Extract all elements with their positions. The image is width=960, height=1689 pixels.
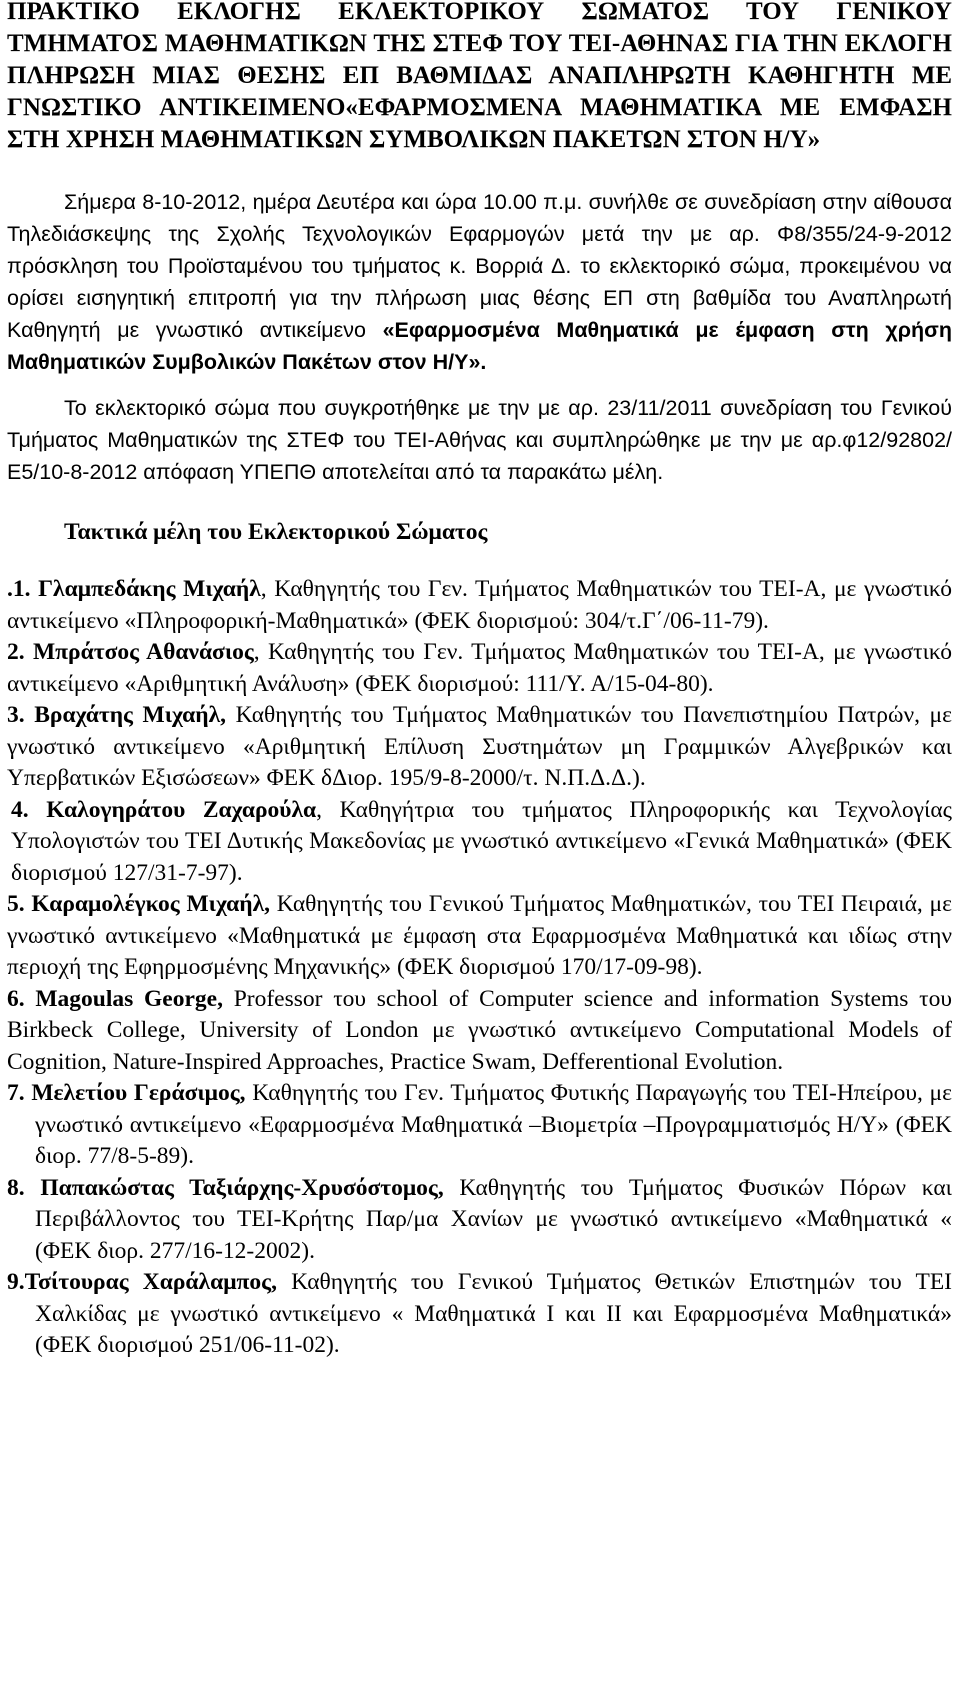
member-number: 2. <box>7 639 25 665</box>
member-details: Καθηγητής του Γενικού Τμήματος Μαθηματικών, του ΤΕΙ Πειραιά, με γνωστικό αντικείμενο «Μαθηματικά με έμφαση στα Εφαρμοσμένα Μαθηματικά και ιδίως στην περιοχή της Εφηρμοσμένης Μηχανικής» (ΦΕΚ διορισμού 170/17-09-98). <box>7 891 952 980</box>
member-number: 6. <box>7 985 25 1012</box>
member-details: Καθηγητής του Γεν. Τμήματος Φυτικής Παραγωγής του ΤΕΙ-Ηπείρου, με γνωστικό αντικείμενο «Εφαρμοσμένα Μαθηματικά –Βιομετρία –Προγραμματισμός Η/Υ» (ΦΕΚ διορ. 77/8-5-89). <box>35 1080 953 1169</box>
member-number: 5. <box>7 891 25 917</box>
member-details: , Καθηγητής του Γεν. Τμήματος Μαθηματικών του ΤΕΙ-Α, με γνωστικό αντικείμενο «Αριθμητική Ανάλυση» (ΦΕΚ διορισμού: 111/Υ. Α/15-04-80). <box>7 639 952 697</box>
member-name: Μελετίου Γεράσιμος, <box>31 1080 246 1106</box>
member-details: Καθηγητής του Τμήματος Μαθηματικών του Πανεπιστημίου Πατρών, με γνωστικό αντικείμενο «Αριθμητική Επίλυση Συστημάτων μη Γραμμικών Αλγεβρικών και Υπερβατικών Εξισώσεων» ΦΕΚ δΔιορ. 195/9-8-2000/τ. Ν.Π.Δ.Δ.). <box>7 702 953 791</box>
member-details: Professor του school of Computer science and information Systems του Birkbeck College, University of London με γνωστικό αντικείμενο Computational Models of Cognition, Nature-Inspired Approaches, Practice Swam, Defferentional Evolution. <box>7 985 953 1075</box>
member-details: Καθηγητής του Γενικού Τμήματος Θετικών Επιστημών του ΤΕΙ Χαλκίδας με γνωστικό αντικείμενο « Μαθηματικά Ι και ΙΙ και Εφαρμοσμένα Μαθηματικά» (ΦΕΚ διορισμού 251/06-11-02). <box>35 1269 952 1358</box>
member-name: Magoulas George, <box>35 985 223 1012</box>
composition-paragraph: Το εκλεκτορικό σώμα που συγκροτήθηκε με την με αρ. 23/11/2011 συνεδρίαση του Γενικού Τμήματος Μαθηματικών της ΣΤΕΦ του ΤΕΙ-Αθήνας και συμπληρώθηκε με την με αρ.φ12/92802/Ε5/10-8-2012 απόφαση ΥΠΕΠΘ αποτελείται από τα παρακάτω μέλη. <box>7 396 952 484</box>
member-item <box>7 574 952 637</box>
member-number: 8. <box>7 1174 25 1201</box>
member-details: , Καθηγητής του Γεν. Τμήματος Μαθηματικών του ΤΕΙ-Α, με γνωστικό αντικείμενο «Πληροφορική-Μαθηματικά» (ΦΕΚ διορισμού: 304/τ.Γ΄/06-11-79). <box>7 576 952 634</box>
member-name: Γλαμπεδάκης Μιχαήλ <box>38 576 261 602</box>
member-item <box>7 637 952 700</box>
member-item <box>7 1078 952 1173</box>
member-name: Καραμολέγκος Μιχαήλ, <box>31 891 270 917</box>
intro-paragraph <box>7 186 952 378</box>
member-details: Καθηγητής του Τμήματος Φυσικών Πόρων και Περιβάλλοντος του ΤΕΙ-Κρήτης Παρ/μα Χανίων με γνωστικό αντικείμενο «Μαθηματικά « (ΦΕΚ διορ. 277/16-12-2002). <box>35 1174 952 1264</box>
member-item <box>7 1267 952 1362</box>
intro-subject: «Εφαρμοσμένα Μαθηματικά με έμφαση στη χρήση Μαθηματικών Συμβολικών Πακέτων στον Η/Υ». <box>7 318 952 374</box>
member-item <box>7 1173 952 1268</box>
member-details: , Καθηγήτρια του τμήματος Πληροφορικής και Τεχνολογίας Υπολογιστών του ΤΕΙ Δυτικής Μακεδονίας με γνωστικό αντικείμενο «Γενικά Μαθηματικά» (ΦΕΚ διορισμού 127/31-7-97). <box>11 796 952 886</box>
document-title: ΠΡΑΚΤΙΚΟ ΕΚΛΟΓΗΣ ΕΚΛΕΚΤΟΡΙΚΟΥ ΣΩΜΑΤΟΣ ΤΟΥ ΓΕΝΙΚΟΥ ΤΜΗΜΑΤΟΣ ΜΑΘΗΜΑΤΙΚΩΝ ΤΗΣ ΣΤΕΦ ΤΟΥ ΤΕΙ-ΑΘΗΝΑΣ ΓΙΑ ΤΗΝ ΕΚΛΟΓΗ ΠΛΗΡΩΣΗ ΜΙΑΣ ΘΕΣΗΣ ΕΠ ΒΑΘΜΙΔΑΣ ΑΝΑΠΛΗΡΩΤΗ ΚΑΘΗΓΗΤΗ ΜΕ ΓΝΩΣΤΙΚΟ ΑΝΤΙΚΕΙΜΕΝΟ«ΕΦΑΡΜΟΣΜΕΝΑ ΜΑΘΗΜΑΤΙΚΑ ΜΕ ΕΜΦΑΣΗ ΣΤΗ ΧΡΗΣΗ ΜΑΘΗΜΑΤΙΚΩΝ ΣΥΜΒΟΛΙΚΩΝ ΠΑΚΕΤΩΝ ΣΤΟΝ Η/Υ» <box>7 0 952 153</box>
member-item <box>7 984 952 1079</box>
member-name: Τσίτουρας Χαράλαμπος, <box>24 1269 277 1295</box>
member-name: Καλογηράτου Ζαχαρούλα <box>46 796 317 823</box>
member-item <box>7 889 952 984</box>
member-number: 7. <box>7 1080 25 1106</box>
member-name: Παπακώστας Ταξιάρχης-Χρυσόστομος, <box>40 1174 444 1201</box>
member-number: .1. <box>7 576 31 602</box>
members-list <box>7 574 952 1362</box>
intro-text: Σήμερα 8-10-2012, ημέρα Δευτέρα και ώρα 10.00 π.μ. συνήλθε σε συνεδρίαση στην αίθουσα Τηλεδιάσκεψης της Σχολής Τεχνολογικών Εφαρμογών μετά την με αρ. Φ8/355/24-9-2012 πρόσκληση του Προϊσταμένου του τμήματος κ. Βορριά Δ. το εκλεκτορικό σώμα, προκειμένου να ορίσει εισηγητική επιτροπή για την πλήρωση μιας θέσης ΕΠ στη βαθμίδα του Αναπληρωτή Καθηγητή με γνωστικό αντικείμενο <box>7 190 952 342</box>
member-number: 9. <box>7 1269 25 1295</box>
members-section-title: Τακτικά μέλη του Εκλεκτορικού Σώματος <box>64 519 488 545</box>
member-name: Μπράτσος Αθανάσιος <box>33 639 254 665</box>
member-item <box>7 795 952 890</box>
member-name: Βραχάτης Μιχαήλ, <box>34 702 227 728</box>
member-number: 4. <box>11 796 29 823</box>
member-item <box>7 700 952 795</box>
member-number: 3. <box>7 702 25 728</box>
